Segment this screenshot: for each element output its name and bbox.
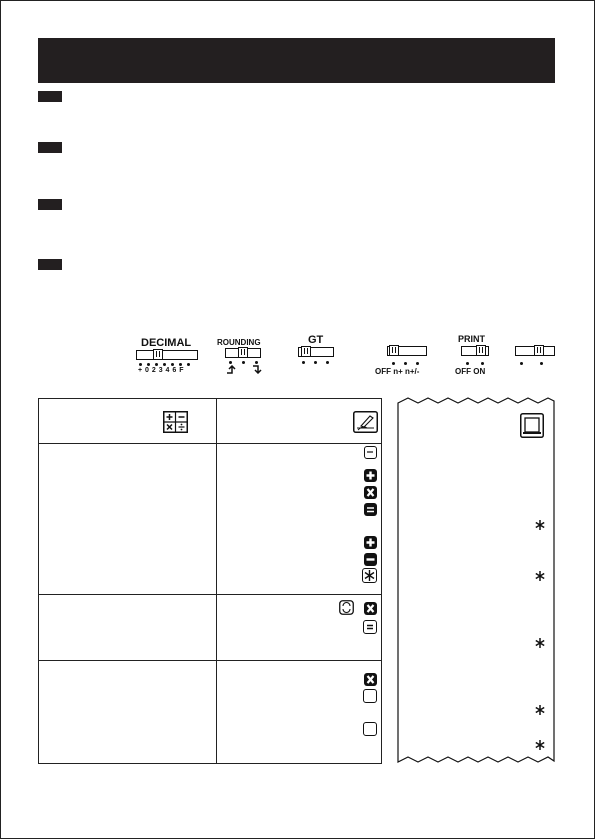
minus-key[interactable] [364,446,377,459]
total-asterisk-icon [535,520,545,530]
print-label: PRINT [458,334,485,344]
plus-key[interactable] [364,469,377,482]
operation-table [38,398,382,764]
step-marker-1 [38,91,62,102]
plus-key[interactable] [364,536,377,549]
paper-tape [397,396,555,766]
hand-writing-icon [353,411,378,433]
step-marker-4 [38,259,62,270]
decimal-track [136,350,198,360]
total-asterisk-icon [535,705,545,715]
step-marker-3 [38,199,62,210]
blank-key[interactable] [363,689,377,703]
multiply-key[interactable] [364,602,377,615]
accumulation-knob[interactable] [389,345,399,356]
print-track [461,346,489,356]
accumulation-track [387,346,427,356]
extra-track [515,346,555,356]
gt-label: GT [308,334,324,346]
equals-key[interactable] [364,503,377,516]
section-header-bar [38,38,555,83]
print-ticks: OFF ON [455,367,486,376]
paper-tape-icon [520,413,544,438]
step-marker-2 [38,142,62,153]
exchange-key[interactable] [339,600,354,615]
grand-total-key[interactable] [362,568,377,583]
round-up-arrow-icon [226,365,236,374]
gt-knob[interactable] [301,346,311,357]
equals-key[interactable] [363,620,377,634]
minus-key[interactable] [364,553,377,566]
total-asterisk-icon [535,740,545,750]
rounding-track [225,348,261,358]
rounding-knob[interactable] [238,347,248,358]
rounding-label: ROUNDING [217,338,261,347]
accumulation-ticks: OFF n+ n+/- [375,367,420,376]
decimal-ticks: + 0 2 3 4 6 F [138,367,184,374]
decimal-knob[interactable] [153,349,163,360]
multiply-key[interactable] [364,486,377,499]
total-asterisk-icon [535,571,545,581]
print-knob[interactable] [476,345,486,356]
blank-key[interactable] [363,722,377,736]
multiply-key[interactable] [364,673,377,686]
extra-knob[interactable] [534,345,544,356]
calculation-operators-icon [163,411,188,433]
decimal-label: DECIMAL [141,337,192,349]
total-asterisk-icon [535,638,545,648]
round-down-arrow-icon [252,365,262,374]
gt-track [298,347,334,357]
